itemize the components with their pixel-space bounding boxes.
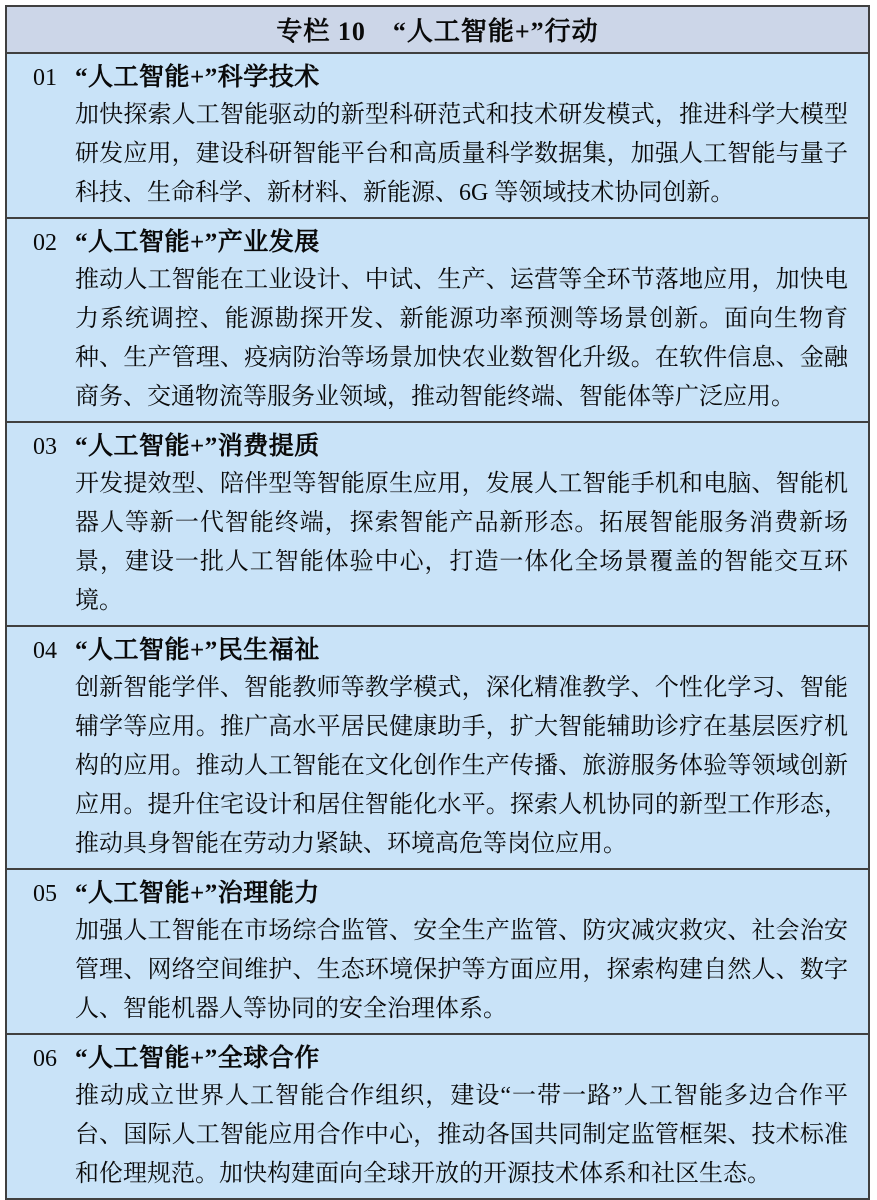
section-number: 01 [33,65,57,91]
section-heading [33,876,848,912]
section-body: 推动成立世界人工智能合作组织，建设“一带一路”人工智能多边合作平台、国际人工智能应用合作中心，推动各国共同制定监管框架、技术标准和伦理规范。加快构建面向全球开放的开源技术体系和社区生态。 [75,1083,848,1187]
section-title: “人工智能+”治理能力 [75,880,320,907]
section-title: “人工智能+”民生福祉 [75,637,320,664]
section-heading [33,633,848,669]
section-number: 04 [33,638,57,664]
section-row [7,870,868,1035]
section-title: “人工智能+”全球合作 [75,1045,320,1072]
section-row [7,54,868,219]
section-number: 03 [33,434,57,460]
section-number: 06 [33,1046,57,1072]
section-row [7,1035,868,1198]
section-heading [33,60,848,96]
section-body: 创新智能学伴、智能教师等教学模式，深化精准教学、个性化学习、智能辅学等应用。推广高水平居民健康助手，扩大智能辅助诊疗在基层医疗机构的应用。推动人工智能在文化创作生产传播、旅游服务体验等领域创新应用。提升住宅设计和居住智能化水平。探索人机协同的新型工作形态，推动具身智能在劳动力紧缺、环境高危等岗位应用。 [75,675,848,857]
section-heading [33,429,848,465]
section-number: 05 [33,881,57,907]
section-row [7,423,868,627]
table-title: 专栏 10 “人工智能+”行动 [276,17,599,46]
section-body: 加强人工智能在市场综合监管、安全生产监管、防灾减灾救灾、社会治安管理、网络空间维护、生态环境保护等方面应用，探索构建自然人、数字人、智能机器人等协同的安全治理体系。 [75,918,848,1022]
table-header [7,7,868,54]
section-body: 推动人工智能在工业设计、中试、生产、运营等全环节落地应用，加快电力系统调控、能源勘探开发、新能源功率预测等场景创新。面向生物育种、生产管理、疫病防治等场景加快农业数智化升级。在软件信息、金融商务、交通物流等服务业领域，推动智能终端、智能体等广泛应用。 [75,267,848,410]
ai-plus-action-box [5,5,870,1200]
section-title: “人工智能+”消费提质 [75,433,320,460]
section-row [7,627,868,870]
section-row [7,219,868,423]
section-title: “人工智能+”科学技术 [75,64,320,91]
section-body: 加快探索人工智能驱动的新型科研范式和技术研发模式，推进科学大模型研发应用，建设科研智能平台和高质量科学数据集，加强人工智能与量子科技、生命科学、新材料、新能源、6G 等领域技术协同创新。 [75,102,848,206]
section-body: 开发提效型、陪伴型等智能原生应用，发展人工智能手机和电脑、智能机器人等新一代智能终端，探索智能产品新形态。拓展智能服务消费新场景，建设一批人工智能体验中心，打造一体化全场景覆盖的智能交互环境。 [75,471,848,614]
section-number: 02 [33,230,57,256]
section-heading [33,225,848,261]
table-body [7,54,868,1198]
section-title: “人工智能+”产业发展 [75,229,320,256]
section-heading [33,1041,848,1077]
